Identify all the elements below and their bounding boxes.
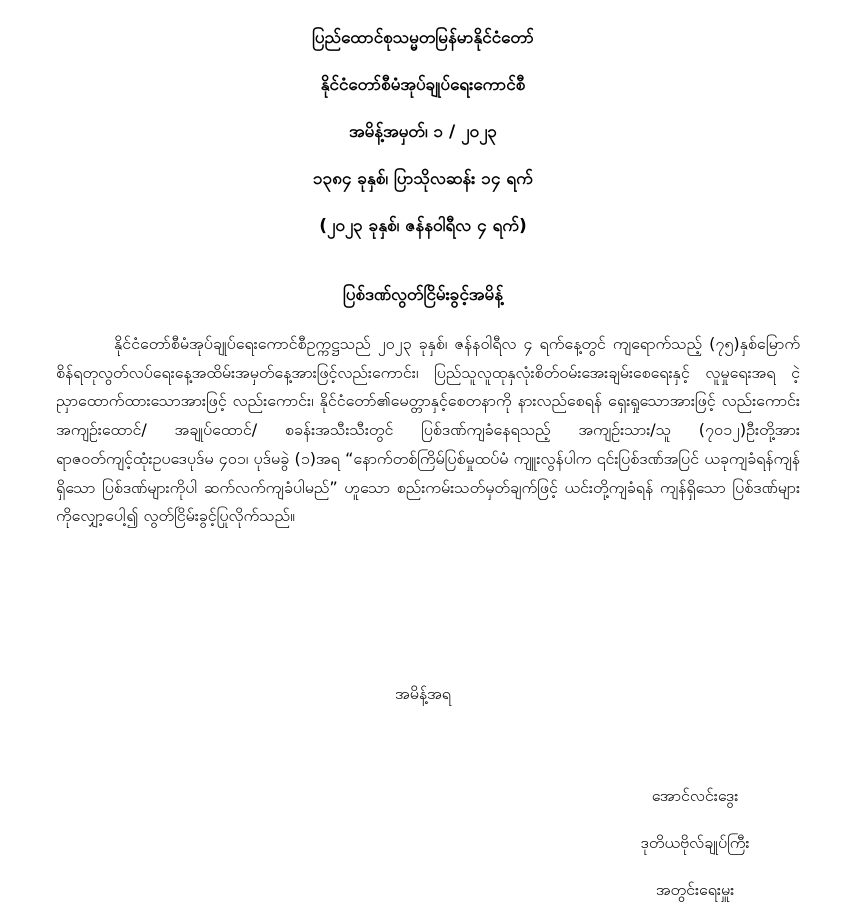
document-title: ပြစ်ဒဏ်လွတ်ငြိမ်းခွင့်အမိန့် [342,285,504,305]
country-name: ပြည်ထောင်စုသမ္မတမြန်မာနိုင်ငံတော် [312,28,534,48]
signatory-name: အောင်လင်းဒွေး [651,786,739,805]
gregorian-date: (၂၀၂၃ ခုနှစ်၊ ဇန်နဝါရီလ ၄ ရက်) [319,216,527,236]
signatory-position: အတွင်းရေးမှူး [655,880,735,899]
order-number: အမိန့်အမှတ်၊ ၁ / ၂၀၂၃ [348,122,498,142]
closing-phrase: အမိန့်အရ [395,684,451,703]
myanmar-date: ၁၃၈၄ ခုနှစ်၊ ပြာသိုလဆန်း ၁၄ ရက် [313,169,533,189]
council-name: နိုင်ငံတော်စီမံအုပ်ချုပ်ရေးကောင်စီ [320,75,526,95]
signatory-rank: ဒုတိယဗိုလ်ချုပ်ကြီး [640,833,750,852]
order-body-text: နိုင်ငံတော်စီမံအုပ်ချုပ်ရေးကောင်စီဥက္ကဋ္ဌသည် ၂၀၂၃ ခုနှစ်၊ ဇန်နဝါရီလ ၄ ရက်နေ့တွင် ကျရောက်သည့် (၇၅)နှစ်မြောက် စိန်ရတုလွတ်လပ်ရေးနေ့အထိမ်းအမှတ်နေ့အားဖြင့်လည်းကောင်း၊ ပြည်သူလူထုနှလုံးစိတ်ဝမ်းအေးချမ်းစေရေးနှင့် လူမှုရေးအရ ငဲ့ညှာထောက်ထားသောအားဖြင့် လည်းကောင်း၊ နိုင်ငံတော်၏မေတ္တာနှင့်စေတနာကို နားလည်စေရန် ရှေးရှုသောအားဖြင့် လည်းကောင်း အကျဉ်းထောင်/ အချုပ်ထောင်/ စခန်းအသီးသီးတွင် ပြစ်ဒဏ်ကျခံနေရသည့် အကျဉ်းသား/သူ (၇၀၁၂)ဦးတို့အား ရာဇဝတ်ကျင့်ထုံးဥပဒေပုဒ်မ ၄၀၁၊ ပုဒ်မခွဲ (၁)အရ “နောက်တစ်ကြိမ်ပြစ်မှုထပ်မံ ကျူးလွန်ပါက ၎င်းပြစ်ဒဏ်အပြင် ယခုကျခံရန်ကျန်ရှိသော ပြစ်ဒဏ်များကိုပါ ဆက်လက်ကျခံပါမည်” ဟူသော စည်းကမ်းသတ်မှတ်ချက်ဖြင့် ယင်းတို့ကျခံရန် ကျန်ရှိသော ပြစ်ဒဏ်များကိုလျှော့ပေါ့၍ လွတ်ငြိမ်းခွင့်ပြုလိုက်သည်။ [56,334,800,526]
order-body [56,330,800,531]
